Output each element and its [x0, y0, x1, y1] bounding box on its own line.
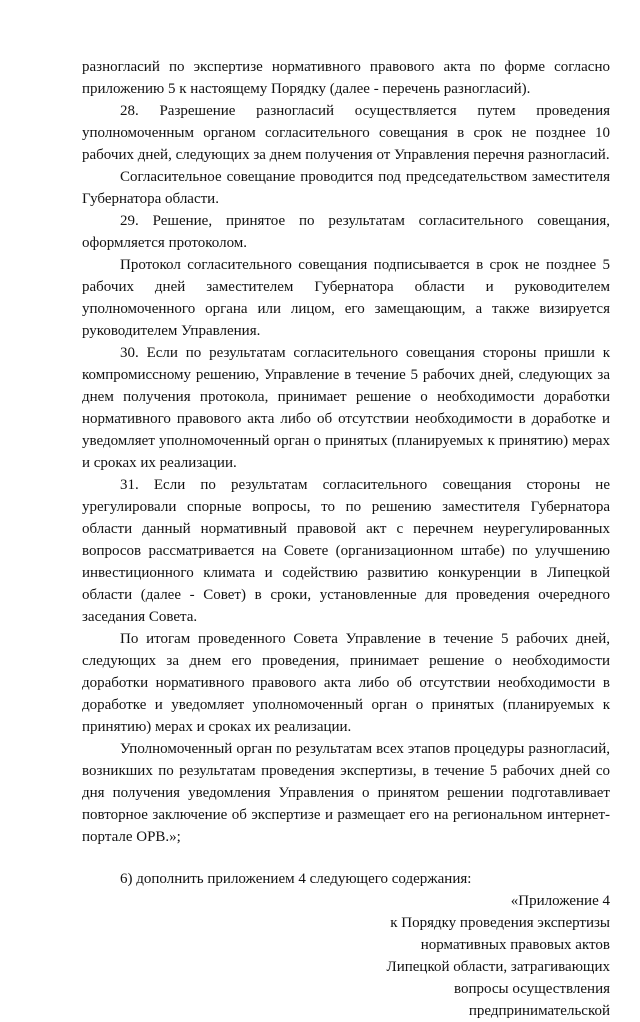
paragraph-council-results: По итогам проведенного Совета Управление в течение 5 рабочих дней, следующих за днем его проведения, принимает решение о необходимости доработки нормативного правового акта либо об отсутствии необходимости в доработке и уведомляет уполномоченный орган о принятых (планируемых к принятию) мерах и сроках их реализации.	[82, 631, 610, 735]
paragraph-item-29: 29. Решение, принятое по результатам согласительного совещания, оформляется протоколом.	[82, 213, 610, 251]
paragraph-spacer	[82, 848, 610, 868]
paragraph-conciliation-meeting: Согласительное совещание проводится под председательством заместителя Губернатора области.	[82, 169, 610, 207]
appendix-header-line: предпринимательской	[468, 1003, 610, 1019]
appendix-header-line: «Приложение 4	[510, 893, 610, 909]
paragraph-disagreements-list: разногласий по экспертизе нормативного правового акта по форме согласно приложению 5 к настоящему Порядку (далее - перечень разногласий).	[82, 59, 610, 97]
paragraph-item-31: 31. Если по результатам согласительного совещания стороны не урегулировали спорные вопросы, то по решению заместителя Губернатора области данный нормативный правовой акт с перечнем неурегулированных вопросов рассматривается на Совете (организационном штабе) по улучшению инвестиционного климата и содействию развитию конкуренции в Липецкой области (далее - Совет) в сроки, установленные для проведения очередного заседания Совета.	[82, 477, 610, 625]
appendix-header-line: Липецкой области, затрагивающих	[386, 959, 610, 975]
paragraph-item-28: 28. Разрешение разногласий осуществляется путем проведения уполномоченным органом согласительного совещания в срок не позднее 10 рабочих дней, следующих за днем получения от Управления перечня разногласий.	[82, 103, 610, 163]
paragraph-item-30: 30. Если по результатам согласительного совещания стороны пришли к компромиссному решению, Управление в течение 5 рабочих дней, следующих за днем получения протокола, принимает решение о необходимости доработки нормативного правового акта либо об отсутствии необходимости в доработке и уведомляет уполномоченный орган о принятых (планируемых к принятию) мерах и сроках их реализации.	[82, 345, 610, 471]
document-page	[82, 56, 610, 1022]
paragraph-authorized-body: Уполномоченный орган по результатам всех этапов процедуры разногласий, возникших по результатам проведения экспертизы, в течение 5 рабочих дней со дня получения уведомления Управления о принятом решении подготавливает повторное заключение об экспертизе и размещает его на региональном интернет-портале ОРВ.»;	[82, 741, 610, 845]
paragraph-protocol: Протокол согласительного совещания подписывается в срок не позднее 5 рабочих дней заместителем Губернатора области и руководителем уполномоченного органа или лицом, его замещающим, а также визируется руководителем Управления.	[82, 257, 610, 339]
appendix-header-line: нормативных правовых актов	[420, 937, 610, 953]
appendix-header-line: к Порядку проведения экспертизы	[390, 915, 610, 931]
paragraph-item-6: 6) дополнить приложением 4 следующего содержания:	[120, 871, 472, 887]
appendix-header-line: вопросы осуществления	[454, 981, 610, 997]
appendix-header	[82, 890, 610, 1022]
